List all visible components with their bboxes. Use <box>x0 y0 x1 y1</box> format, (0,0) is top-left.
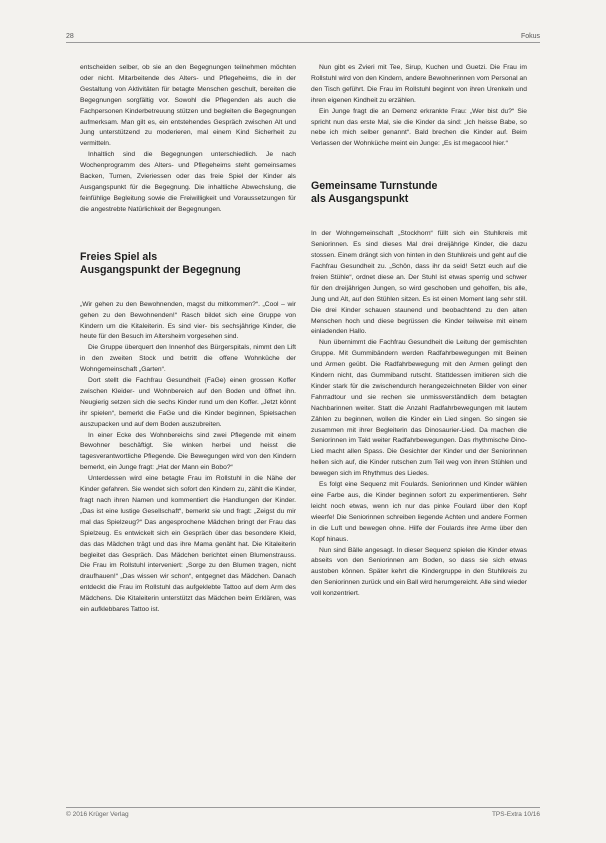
body-paragraph: Es folgt eine Sequenz mit Foulards. Seniorinnen und Kinder wählen eine Farbe aus, die Kinder beginnen sofort zu experimentieren. Sehr leicht noch etwas, wenn ich nur das pinke Foulard über den Kopf wieerfe! Die Seniorinnen schreiben liegende Achten und andere Formen in die Luft und bewegen ohne. Hilfe der Foulards ihre Arme über den Kopf hinaus. <box>311 481 527 543</box>
heading-line: Ausgangspunkt der Begegnung <box>80 263 241 276</box>
body-paragraph: In einer Ecke des Wohnbereichs sind zwei Pflegende mit einem Bewohner beschäftigt. Sie winken herbei und heisst die tagesverantwortliche Pflegende. Die Bewegungen wird von den Kindern bemerkt, ein Junge fragt: „Hat der Mann ein Bobo?“ <box>80 431 296 472</box>
body-paragraph: In der Wohngemeinschaft „Stockhorn“ füllt sich ein Stuhlkreis mit Seniorinnen. Es sind dieses Mal drei dreijährige Kinder, die dazu stossen. Einem drängt sich von hinten in den Stuhlkreis und geht auf die Fachfrau Gesundheit zu. „Schön, dass ihr da seid! Setzt euch auf die freien Stühle“, ordnet diese an. Der Stuhl ist etwas sperrig und schwer für den dreijährigen Jungen, so wird geschoben und geholfen, bis alle, Jung und Alt, auf den Stühlen sitzen. Es ist einen Moment lang sehr still. Die drei Kinder schauen staunend und beobachtend zu den alten Menschen hoch und diese begrüssen die Kinder teilweise mit einem einladenden Hallo. <box>311 230 527 336</box>
right-column <box>311 63 527 600</box>
section-label: Fokus <box>520 33 540 40</box>
issue-label: TPS-Extra 10/16 <box>491 811 540 818</box>
body-paragraph: Nun sind Bälle angesagt. In dieser Sequenz spielen die Kinder etwas abseits von den Seniorinnen am Boden, so dass sie sich etwas austoben können. Später kehrt die Kindergruppe in den Stuhlkreis zu den Seniorinnen zurück und ein Ball wird herumgereicht. Alle sind wieder voll konzentriert. <box>311 546 527 598</box>
body-paragraph: Unterdessen wird eine betagte Frau im Rollstuhl in die Nähe der Kinder gefahren. Sie wendet sich sofort den Kindern zu, zählt die Kinder, fragt nach ihren Namen und kommentiert die Handlungen der Kinder. „Das ist eine lustige Gesellschaft“, bemerkt sie und fragt: „Zeigst du mir mal das Spielzeug?“ Das angesprochene Mädchen bringt der Frau das Spielzeug. Es entwickelt sich ein Gespräch über das besondere Kleid, das das Mädchen trägt und das ihre Mama genäht hat. Die Kitaleiterin begleitet das Gespräch. Das Mädchen berichtet einen Blumenstrauss. Die Frau im Rollstuhl interveniert: „Sorge zu den Blumen tragen, nicht draufhauen!“ „Das wissen wir schon“, entgegnet das Mädchen. Danach entdeckt die Frau im Rollstuhl das aufgeklebte Tattoo auf dem Arm des Mädchens. Die Kitaleiterin unterstützt das Mädchen beim Erklären, was ein aufklebbares Tattoo ist. <box>80 475 296 614</box>
body-paragraph: „Wir gehen zu den Bewohnenden, magst du mitkommen?“. „Cool – wir gehen zu den Bewohnenden!“ Rasch bildet sich eine Gruppe von Kindern um die Kitaleiterin. Es sind vier- bis sechsjährige Kinder, die heute für den Besuch im Altersheim vorgesehen sind. <box>80 300 296 341</box>
body-paragraph: Ein Junge fragt die an Demenz erkrankte Frau: „Wer bist du?“ Sie spricht nun das erste Mal, sie die Kinder da sind: „Ich heisse Babe, so nebe ich mich selber genannt“. Bald brechen die Kinder auf. Beim Verlassen der Wohnküche meint ein Junge: „Es ist megacool hier.“ <box>311 107 527 148</box>
heading-line: Freies Spiel als <box>80 250 158 263</box>
running-header <box>66 33 540 43</box>
section-heading <box>311 180 527 206</box>
body-paragraph: Nun übernimmt die Fachfrau Gesundheit die Leitung der gemischten Gruppe. Mit Gummibändern werden Radfahrbewegungen mit Beinen und Armen geübt. Die Radfahrbewegung mit den Armen gelingt den Kindern nicht, das Gummiband rutscht. Stattdessen imitieren sich die Kinder stark für die zwischendurch herangezeichneten Bilder von einer Fahrradtour und sie rechen sie unmissverständlich dem betagten Nachbarinnen weiter. Statt die Anzahl Radfahrbewegungen mit lautem Zählen zu beginnen, wollen die Kinder ein Lied singen. So singen sie zusammen mit ihrer Begleiterin das Dinosaurier-Lied. Da machen die Seniorinnen im Takt weiter Radfahrbewegungen. Das rhythmische Dino-Lied macht allen Spass. Die Gesichter der Kinder und der Seniorinnen hellen sich auf, die Kinder rutschen zum Teil weg von ihren Stühlen und bewegen sich im Rhythmus des Liedes. <box>311 339 527 478</box>
body-paragraph: Inhaltlich sind die Begegnungen unterschiedlich. Je nach Wochenprogramm des Alters- und Pflegeheims steht gemeinsames Backen, Turnen, Zvieriessen oder das freie Spiel der Kinder als Ausgangspunkt für die Begegnung. Die inhaltliche Abwechslung, die feinfühlige Begleitung sowie die Freiwilligkeit und Voraussetzungen für die angestrebte Natürlichkeit der Begegnungen. <box>80 151 296 213</box>
body-paragraph: Nun gibt es Zvieri mit Tee, Sirup, Kuchen und Guetzi. Die Frau im Rollstuhl wird von den Kindern, andere Bewohnerinnen vom Personal an den Tisch geführt. Die Frau im Rollstuhl beginnt von ihren Urenkeln und ihren eigenen Kindheit zu erzählen. <box>311 64 527 104</box>
body-paragraph: Die Gruppe überquert den Innenhof des Bürgerspitals, nimmt den Lift in den zweiten Stock und betritt die offene Wohnküche der Wohngemeinschaft „Garten“. <box>80 344 296 374</box>
heading-line: Gemeinsame Turnstunde <box>311 180 438 193</box>
page-number: 28 <box>66 33 74 40</box>
left-column <box>80 63 296 616</box>
body-paragraph: entscheiden selber, ob sie an den Begegnungen teilnehmen möchten oder nicht. Mitarbeitende des Alters- und Pflegeheims, die in der Gestaltung von Aktivitäten für betagte Menschen geschult, bereiten die Begegnungen sorgfältig vor. Sowohl die Pflegenden als auch die Fachpersonen Kinderbetreuung stützen und begleiten die Begegnungen aufmerksam. Man gilt es, ein entstehendes Gespräch zwischen Alt und Jung unterstützend zu moderieren, mal einem Kind Sicherheit zu vermitteln. <box>80 64 296 148</box>
page-footer <box>66 807 540 818</box>
section-heading <box>80 251 296 277</box>
heading-line: als Ausgangspunkt <box>311 193 409 206</box>
body-paragraph: Dort stellt die Fachfrau Gesundheit (FaGe) einen grossen Koffer zwischen Kleider- und Wohnbereich auf den Boden und öffnet ihn. Neugierig setzen sich die sechs Kinder rund um den Koffer. „Jetzt könnt ihr spielen“, bemerkt die FaGe und die Kinder beginnen, Spielsachen auszupacken und auf dem Boden auszubreiten. <box>80 377 296 428</box>
copyright-text: © 2016 Krüger Verlag <box>66 811 129 818</box>
